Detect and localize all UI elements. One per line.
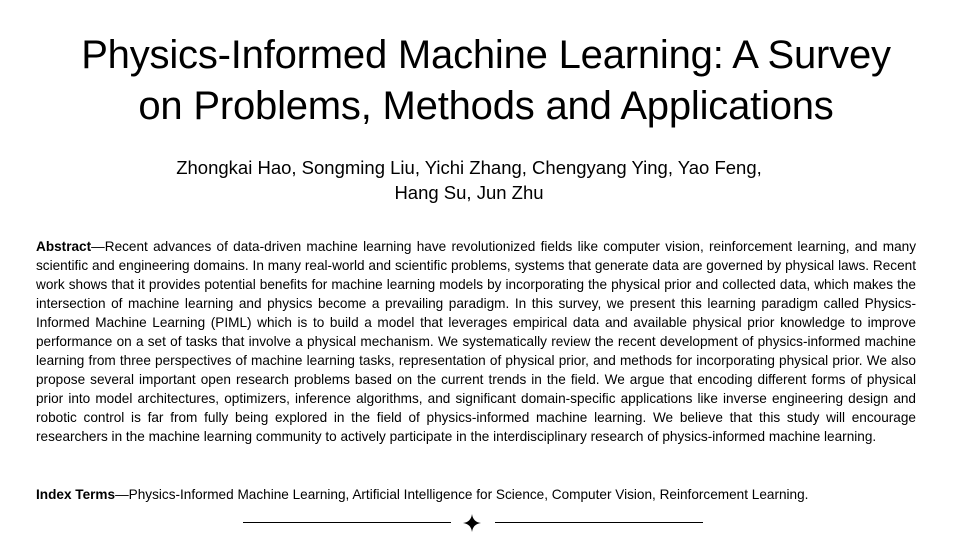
abstract-text: —Recent advances of data-driven machine learning have revolutionized fields like computer vision, reinforcement learning, and many scientific and engineering domains. In many real-world and scientific problems, systems that generate data are governed by physical laws. Recent work shows that it provides potential benefits for machine learning models by incorporating the physical prior and collected data, which makes the intersection of machine learning and physics become a prevailing paradigm. In this survey, we present this learning paradigm called Physics-Informed Machine Learning (PIML) which is to build a model that leverages empirical data and available physical prior knowledge to improve performance on a set of tasks that involve a physical mechanism. We systematically review the recent development of physics-informed machine learning from three perspectives of machine learning tasks, representation of physical prior, and methods for incorporating physical prior. We also propose several important open research problems based on the current trends in the field. We argue that encoding different forms of physical prior into model architectures, optimizers, inference algorithms, and significant domain-specific applications like inverse engineering design and robotic control is far from fully being explored in the field of physics-informed machine learning. We believe that this study will encourage researchers in the machine learning community to actively participate in the interdisciplinary research of physics-informed machine learning. [36, 239, 916, 444]
authors-line-2: Hang Su, Jun Zhu [394, 182, 544, 203]
index-terms [36, 485, 916, 504]
four-point-star-icon [462, 513, 482, 533]
index-terms-label: Index Terms [36, 487, 116, 502]
separator-rule-left [243, 522, 451, 523]
authors-line-1: Zhongkai Hao, Songming Liu, Yichi Zhang, Chengyang Ying, Yao Feng, [176, 157, 762, 178]
separator-rule-right [495, 522, 703, 523]
title-line-1: Physics-Informed Machine Learning: A Survey [81, 33, 891, 77]
title-line-2: on Problems, Methods and Applications [138, 84, 834, 128]
abstract [36, 237, 916, 446]
abstract-label: Abstract [36, 239, 92, 254]
paper-title [0, 30, 972, 132]
author-list [0, 155, 938, 205]
index-terms-text: —Physics-Informed Machine Learning, Artificial Intelligence for Science, Computer Vision, Reinforcement Learning. [115, 487, 809, 502]
